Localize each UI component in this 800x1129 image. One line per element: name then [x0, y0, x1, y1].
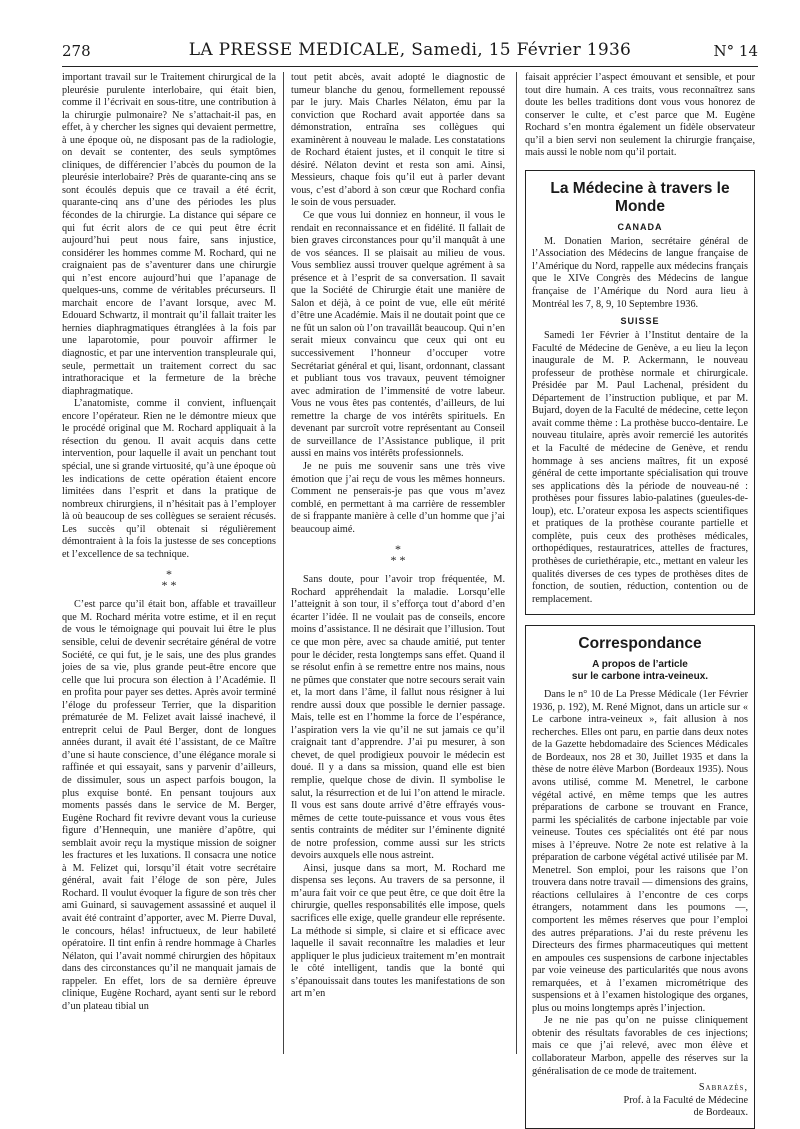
paragraph: M. Donatien Marion, secrétaire général de l’Association des Médecins de langue française de l’Amérique du Nord, rappelle aux médecins français que le XIVe Congrès des Médecins de langue française de l’Amérique du Nord aura lieu à Montréal les 7, 8, 9, 10 Septembre 1936. — [532, 235, 748, 310]
paragraph: important travail sur le Traitement chirurgical de la pleurésie purulente interlobaire, qui était bien, comme il l’écrivait en sous-titre, une contribution à la chirurgie pulmonaire? Ne s’attachait-il pas, en effet, à y chercher les signes qui devaient permettre, à une époque où, ne disposant pas de la radiologie, on devait se contenter, des seuls symptômes cliniques, de différencier l’abcès du poumon de la pleurésie interlobaire? Près de quarante-cinq ans se sont écoulés depuis que ce travail a été écrit, quarante-cinq ans d’une des périodes les plus fécondes de la chirurgie. La distance qui sépare ce qui fut écrit alors de ce qui peut être écrit aujourd’hui peut nous faire, sans injustice, considérer les hommes comme M. Rochard, qui ne craignaient pas de s’aventurer dans une chirurgie qui n’est encore aujourd’hui que l’apanage de quelques-uns, comme de véritables précurseurs. Il marchait encore de l’avant lorsque, avec M. Edouard Schwartz, il montrait qu’il fallait traiter les hernies diaphragmatiques étranglées à la fois par une laparotomie, pour pouvoir affirmer le diagnostic, et par une intervention transpleurale qui, seule, permettait un traitement correct du sac intrathoracique et la fermeture de la brèche diaphragmatique. — [62, 72, 276, 397]
news-box-medecine-monde — [525, 170, 755, 615]
section-title: Correspondance — [578, 635, 702, 653]
subheading-canada: CANADA — [617, 221, 663, 232]
issue-date: Samedi, 15 Février 1936 — [411, 40, 632, 60]
page-number: 278 — [62, 42, 91, 60]
signature-title: Prof. à la Faculté de Médecine — [623, 1094, 748, 1106]
column-3 — [525, 72, 755, 1129]
signature-title: de Bordeaux. — [693, 1107, 748, 1119]
paragraph: faisait apprécier l’aspect émouvant et sensible, et pour tout dire humain. A ces traits, vous reconnaîtrez sans doute les belles traditions dont vous vous honorez de conserver le culte, et c’est parce que M. Eugène Rochard s’en montra également un fidèle observateur qu’il a bien servi non seulement la chirurgie française, mais aussi le noble nom qu’il portait. — [525, 72, 755, 159]
paragraph: Je ne puis me souvenir sans une très vive émotion que j’ai reçu de vous les mêmes honneurs. Comment ne penserais-je pas que vous m’avez comblé, en permettant à ma carrière de ressembler de si frappante manière à celle d’un homme que j’ai beaucoup aimé. — [291, 460, 505, 535]
subheading-suisse: SUISSE — [620, 316, 660, 327]
page-header — [62, 38, 758, 64]
journal-title: LA PRESSE MEDICALE, — [188, 40, 406, 60]
paragraph: C’est parce qu’il était bon, affable et travailleur que M. Rochard mérita votre estime, et il en reçut de vous le témoignage qui pouvait lui être le plus sensible, celui de devenir secrétaire général de votre Société, ce qui fut, je le sais, une des plus grandes joies de sa vie, plus grande peut-être encore que celle que lui procura son élection à l’Académie. Il en profita pour payer ses dettes. Après avoir terminé l’éloge du professeur Terrier, que la disparition prématurée de M. Felizet avait laissé inachevé, il entreprit celui de Paul Berger, dont de longues années durant, il avait été l’assistant, de ce Maître d’une si haute conscience, d’une élégance morale si raffinée et qui essayait, sans y parvenir d’ailleurs, de dissimuler, sous un aspect parfois bougon, la plus exquise bonté. En pensant toujours aux moments passés dans le service de M. Berger, Eugène Rochard fit revivre devant vous la curieuse figure d’Hennequin, une manière d’apôtre, qui semblait avoir reçu la mystique mission de soigner les fractures et les luxations. Il consacra une notice à M. Felizet qui, lorsqu’il était votre secrétaire général, avait fait l’éloge de son père, Jules Rochard. Il voulut évoquer la figure de son très cher ami Guinard, si sauvagement assassiné et auquel il avait été contraint d’apporter, avec M. Pierre Duval, le concours, hélas! infructueux, de leur habileté opératoire. Il tint enfin à rendre hommage à Charles Nélaton, qui l’avait nommé chirurgien des hôpitaux dans des circonstances qu’il ne manquait jamais de rappeler. En effet, lors de sa dernière épreuve clinique, Eugène Rochard, ayant senti sur le rebord d’un plateau tibial un — [62, 599, 276, 1012]
paragraph: L’anatomiste, comme il convient, influençait encore l’opérateur. Rien ne le démontre mieux que le procédé original que M. Rochard appliquait à la résection du genou. Il avait acquis dans cette intervention, pour laquelle il avait un penchant tout spécial, une si grande virtuosité, qu’à une époque où les indications de cette opération étaient encore limitées dans l’esprit et dans la pratique de nombreux chirurgiens, il n’hésitait pas à l’employer là où beaucoup de ses collègues se seraient récusés. Les succès qu’il obtenait si régulièrement démontraient à la fois la justesse de ses conceptions et l’excellence de sa technique. — [62, 398, 276, 560]
paragraph: Ce que vous lui donniez en honneur, il vous le rendait en reconnaissance et en fidélité. Il fallait de bien graves circonstances pour qu’il manquât à une de vos séances. Il se plaisait au milieu de vous. Vous sembliez aussi trouver quelque agrément à sa présence et à l’esprit de sa conversation. Il savait que la Société de Chirurgie était une manière de Salon et déjà, à ce point de vue, elle eût mérité d’être une Académie. Mais il ne doutait point que ce ne fût un salon où l’on travaillât beaucoup. Qui n’en serait mieux convaincu que ceux qui ont eu successivement l’honneur d’occuper votre Secrétariat général et qui, lisant, ordonnant, classant et publiant tous vos travaux, peuvent témoigner avec admiration de l’immensité de votre labeur. Vous ne vous êtes pas contentés, d’ailleurs, de lui remettre la charge de vos intérêts spirituels. En devenant par surcroît votre représentant au Conseil de surveillance de l’Assistance publique, il prit aussi en mains vos intérêts professionnels. — [291, 210, 505, 460]
news-box-correspondance — [525, 625, 755, 1129]
paragraph: Ainsi, jusque dans sa mort, M. Rochard me dispensa ses leçons. Au travers de sa personne, il m’aura fait voir ce que peut être, ce que doit être la chirurgie, quelles responsabilités elle impose, quels sacrifices elle exige, quelle grandeur elle représente. La méthode si simple, si claire et si efficace avec laquelle il savait reconnaître les maladies et leur appliquer le plus judicieux traitement m’en montrait le côté intelligent, tandis que la bonté qui s’épanouissait dans toutes les manifestations de son art m’en — [291, 862, 505, 1000]
issue-number: N° 14 — [713, 42, 758, 60]
paragraph: tout petit abcès, avait adopté le diagnostic de tumeur blanche du genou, formellement repoussé par le jury. Mais Charles Nélaton, ému par la conviction que Rochard avait apportée dans sa démonstration, entraîna ses collègues qui examinèrent à nouveau le malade. Les constatations de Rochard étaient justes, et il conquit le titre si désiré. Nélaton devint et resta son ami. Ainsi, Messieurs, chaque fois qu’il eut à parler devant vous, c’est d’abord à son cœur que Rochard confia le soin de vous persuader. — [291, 72, 505, 209]
column-divider — [283, 72, 284, 1054]
section-title: La Médecine à travers le Monde — [550, 179, 730, 215]
paragraph: Samedi 1er Février à l’Institut dentaire de la Faculté de Médecine de Genève, a eu lieu la leçon inaugurale de M. P. Ackermann, le nouveau professeur de prothèse normale et chirurgicale. Présidée par M. Paul Lachenal, président du Département de l’instruction publique, et par M. Bujard, doyen de la Faculté de médecine, cette leçon avait comme thème : La prothèse bucco-dentaire. Le nouveau titulaire, après avoir remercié les autorités et la Faculté de médecine de Genève, et rendu hommage à ses anciens maîtres, fit un exposé général de cette importante spécialisation qui trouve ses applications dès la période de nouveau-né : prothèses pour fissures labio-palatines (gueules-de-loup), etc. L’orateur exposa les aspects scientifiques et pratiques de la prothèse courante partielle et complète, puis ceux des prothèses médicales, orthopédiques, restauratrices, attelles de fractures, prothèses de curiethérapie, etc., mettant en valeur les qualités diverses de ces types de prothèses dites de fonction, de soutien, réduction, contention ou de remplacement. — [532, 330, 748, 605]
column-1 — [62, 72, 276, 1013]
header-rule — [62, 66, 758, 67]
signature-name: Sabrazès, — [698, 1082, 748, 1094]
paragraph: Sans doute, pour l’avoir trop fréquentée, M. Rochard appréhendait la maladie. Lorsqu’elle l’atteignit à son tour, il s’efforça tout d’abord d’en écarter l’idée. Il ne voulait pas de conseils, encore moins d’assistance. Il ne désirait que l’illusion. Tout ce que mon père, avec sa chaude amitié, put tenter pour le décider, resta longtemps sans effet. Quand il se résolut enfin à se remettre entre nos mains, nous ne pûmes que constater que notre secours serait vain et, la mort dans l’âme, il fallut nous résigner à lui rendre aussi doux que possible le dernier passage. Mais, telle est en l’homme la force de l’espérance, l’aspiration vers la vie qu’il ne sut jamais ce qu’il craignait tant d’apprendre. J’ai pu mesurer, à son chevet, de quel prodigieux pouvoir le médecin est doué. Il y a dans sa mission, quand elle est bien remplie, quelque chose de divin. Il symbolise le salut, la résurrection et de lui l’on attend le miracle. Il vous est sans doute arrivé d’être effrayés vous-mêmes de cette toute-puissance et vous vous êtes sentis contraints de méditer sur l’éminente dignité de notre profession, comme aussi sur les stricts devoirs auxquels elle nous astreint. — [291, 574, 505, 862]
paragraph: Je ne nie pas qu’on ne puisse cliniquement obtenir des résultats favorables de ces injections; mais ce que j’ai relevé, avec mon élève et collaborateur Marbon, appelle des réserves sur la généralisation de ce mode de traitement. — [532, 1015, 748, 1077]
masthead — [62, 40, 758, 60]
column-divider — [516, 72, 517, 1054]
article-title — [532, 659, 748, 683]
article-title-line: sur le carbone intra-veineux. — [571, 671, 709, 683]
signature — [532, 1082, 748, 1120]
paragraph: Dans le n° 10 de La Presse Médicale (1er Février 1936, p. 192), M. René Mignot, dans un article sur « Le carbone intra-veineux », fait allusion à nos recherches. Elles ont paru, en partie dans deux notes de la Gazette hebdomadaire des Sciences Médicales de Bordeaux, nos 28 et 30, Juillet 1935 et dans la thèse de notre élève Marbon (Bordeaux 1935). Nous avons utilisé, comme M. Menetrel, le carbone végétal activé, en même temps que les autres préparations de carbone se trouvant en France, parmi les spécialités de carbone injectable par voie veineuse. Toutes ces spécialités ont été par nous mises à l’épreuve. Notre 2e note est relative à la préparation de carbone végétal activé utilisée par M. Menetrel. Son emploi, pour les raisons que l’on trouvera dans notre travail — dimensions des grains, réactions cellulaires à l’encontre de ces corps étrangers, notamment dans les poumons —, comportent les mêmes réserves que pour l’emploi des autres préparations. J’ai du reste prévenu les Directeurs des firmes pharmaceutiques qui mettent en ampoules ces suspensions de carbone injectables par voie veineuse des particularités que nous avons remarquées, et à l’examen micrométrique des suspensions et à l’examen histologique des organes, plus ou moins longtemps après l’injection. — [532, 689, 748, 1014]
article-title-line: A propos de l’article — [592, 659, 688, 671]
section-separator: * * * — [161, 567, 177, 593]
section-separator: * * * — [390, 542, 406, 568]
column-2 — [291, 72, 505, 1001]
